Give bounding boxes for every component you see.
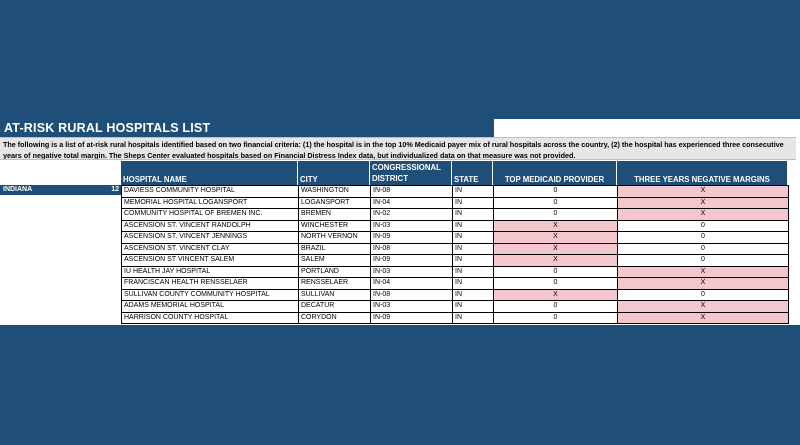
table-row	[122, 289, 789, 301]
margins-cell[interactable]: 0	[618, 232, 789, 244]
table-row	[122, 232, 789, 244]
city-cell[interactable]: PORTLAND	[299, 266, 371, 278]
hospital-name-cell[interactable]: COMMUNITY HOSPITAL OF BREMEN INC.	[122, 209, 299, 221]
hospital-name-cell[interactable]: HARRISON COUNTY HOSPITAL	[122, 312, 299, 324]
medicaid-cell[interactable]: 0	[494, 312, 618, 324]
hospital-name-cell[interactable]: MEMORIAL HOSPITAL LOGANSPORT	[122, 197, 299, 209]
district-cell[interactable]: IN-08	[371, 186, 453, 198]
city-cell[interactable]: BREMEN	[299, 209, 371, 221]
table-row	[122, 220, 789, 232]
header-hospital-name[interactable]: HOSPITAL NAME	[121, 161, 298, 185]
medicaid-cell[interactable]: X	[494, 255, 618, 267]
state-name: INDIANA	[3, 186, 33, 193]
medicaid-cell[interactable]: 0	[494, 209, 618, 221]
medicaid-cell[interactable]: X	[494, 289, 618, 301]
header-city[interactable]: CITY	[298, 161, 370, 185]
district-cell[interactable]: IN-09	[371, 312, 453, 324]
city-cell[interactable]: DECATUR	[299, 301, 371, 313]
district-cell[interactable]: IN-03	[371, 266, 453, 278]
district-cell[interactable]: IN-08	[371, 289, 453, 301]
spreadsheet-sheet	[0, 119, 800, 325]
margins-cell[interactable]: X	[618, 301, 789, 313]
margins-cell[interactable]: X	[618, 312, 789, 324]
medicaid-cell[interactable]: 0	[494, 186, 618, 198]
city-cell[interactable]: RENSSELAER	[299, 278, 371, 290]
hospital-name-cell[interactable]: SULLIVAN COUNTY COMMUNITY HOSPITAL	[122, 289, 299, 301]
table-row	[122, 186, 789, 198]
margins-cell[interactable]: 0	[618, 243, 789, 255]
table-row	[122, 278, 789, 290]
table-row	[122, 312, 789, 324]
state-cell[interactable]: IN	[453, 243, 494, 255]
state-cell[interactable]: IN	[453, 232, 494, 244]
city-cell[interactable]: CORYDON	[299, 312, 371, 324]
medicaid-cell[interactable]: 0	[494, 197, 618, 209]
city-cell[interactable]: SULLIVAN	[299, 289, 371, 301]
margins-cell[interactable]: X	[618, 186, 789, 198]
district-cell[interactable]: IN-08	[371, 243, 453, 255]
margins-cell[interactable]: X	[618, 209, 789, 221]
table-row	[122, 301, 789, 313]
hospital-name-cell[interactable]: DAVIESS COMMUNITY HOSPITAL	[122, 186, 299, 198]
hospital-name-cell[interactable]: ASCENSION ST. VINCENT CLAY	[122, 243, 299, 255]
state-cell[interactable]: IN	[453, 278, 494, 290]
state-cell[interactable]: IN	[453, 301, 494, 313]
state-cell[interactable]: IN	[453, 289, 494, 301]
medicaid-cell[interactable]: X	[494, 232, 618, 244]
medicaid-cell[interactable]: 0	[494, 266, 618, 278]
city-cell[interactable]: WASHINGTON	[299, 186, 371, 198]
state-cell[interactable]: IN	[453, 209, 494, 221]
state-group-label[interactable]	[0, 185, 121, 195]
state-cell[interactable]: IN	[453, 186, 494, 198]
state-cell[interactable]: IN	[453, 197, 494, 209]
margins-cell[interactable]: X	[618, 278, 789, 290]
header-state[interactable]: STATE	[452, 161, 493, 185]
table-row	[122, 197, 789, 209]
city-cell[interactable]: SALEM	[299, 255, 371, 267]
margins-cell[interactable]: X	[618, 266, 789, 278]
state-cell[interactable]: IN	[453, 220, 494, 232]
margins-cell[interactable]: 0	[618, 220, 789, 232]
hospital-name-cell[interactable]: ASCENSION ST. VINCENT JENNINGS	[122, 232, 299, 244]
district-cell[interactable]: IN-03	[371, 220, 453, 232]
medicaid-cell[interactable]: X	[494, 220, 618, 232]
header-three-years-negative-margins[interactable]: THREE YEARS NEGATIVE MARGINS	[617, 161, 788, 185]
district-cell[interactable]: IN-04	[371, 278, 453, 290]
description-cell[interactable]: The following is a list of at-risk rural hospitals identified based on two financial criteria: (1) the hospital is in the top 10% Medicaid payer mix of rural hospitals across the country, (2) the hospital has experienced three consecutive years of negative total margin. The Sheps Center evaluated hospitals based on Financial Distress Index data, but individualized data on that measure was not provided.	[0, 137, 796, 160]
hospital-table	[121, 185, 789, 324]
margins-cell[interactable]: 0	[618, 289, 789, 301]
state-count: 12	[111, 186, 119, 193]
hospital-name-cell[interactable]: IU HEALTH JAY HOSPITAL	[122, 266, 299, 278]
hospital-name-cell[interactable]: ADAMS MEMORIAL HOSPITAL	[122, 301, 299, 313]
table-row	[122, 209, 789, 221]
table-row	[122, 255, 789, 267]
state-cell[interactable]: IN	[453, 255, 494, 267]
city-cell[interactable]: WINCHESTER	[299, 220, 371, 232]
district-cell[interactable]: IN-04	[371, 197, 453, 209]
state-cell[interactable]: IN	[453, 266, 494, 278]
margins-cell[interactable]: 0	[618, 255, 789, 267]
medicaid-cell[interactable]: 0	[494, 301, 618, 313]
city-cell[interactable]: LOGANSPORT	[299, 197, 371, 209]
sheet-title[interactable]: AT-RISK RURAL HOSPITALS LIST	[0, 119, 494, 137]
city-cell[interactable]: NORTH VERNON	[299, 232, 371, 244]
hospital-name-cell[interactable]: ASCENSION ST. VINCENT RANDOLPH	[122, 220, 299, 232]
hospital-name-cell[interactable]: FRANCISCAN HEALTH RENSSELAER	[122, 278, 299, 290]
city-cell[interactable]: BRAZIL	[299, 243, 371, 255]
table-row	[122, 243, 789, 255]
header-congressional-district[interactable]: CONGRESSIONAL DISTRICT	[370, 161, 452, 185]
medicaid-cell[interactable]: 0	[494, 278, 618, 290]
district-cell[interactable]: IN-02	[371, 209, 453, 221]
medicaid-cell[interactable]: X	[494, 243, 618, 255]
district-cell[interactable]: IN-09	[371, 232, 453, 244]
hospital-name-cell[interactable]: ASCENSION ST VINCENT SALEM	[122, 255, 299, 267]
header-top-medicaid-provider[interactable]: TOP MEDICAID PROVIDER	[493, 161, 617, 185]
table-row	[122, 266, 789, 278]
district-cell[interactable]: IN-09	[371, 255, 453, 267]
district-cell[interactable]: IN-03	[371, 301, 453, 313]
margins-cell[interactable]: X	[618, 197, 789, 209]
state-cell[interactable]: IN	[453, 312, 494, 324]
